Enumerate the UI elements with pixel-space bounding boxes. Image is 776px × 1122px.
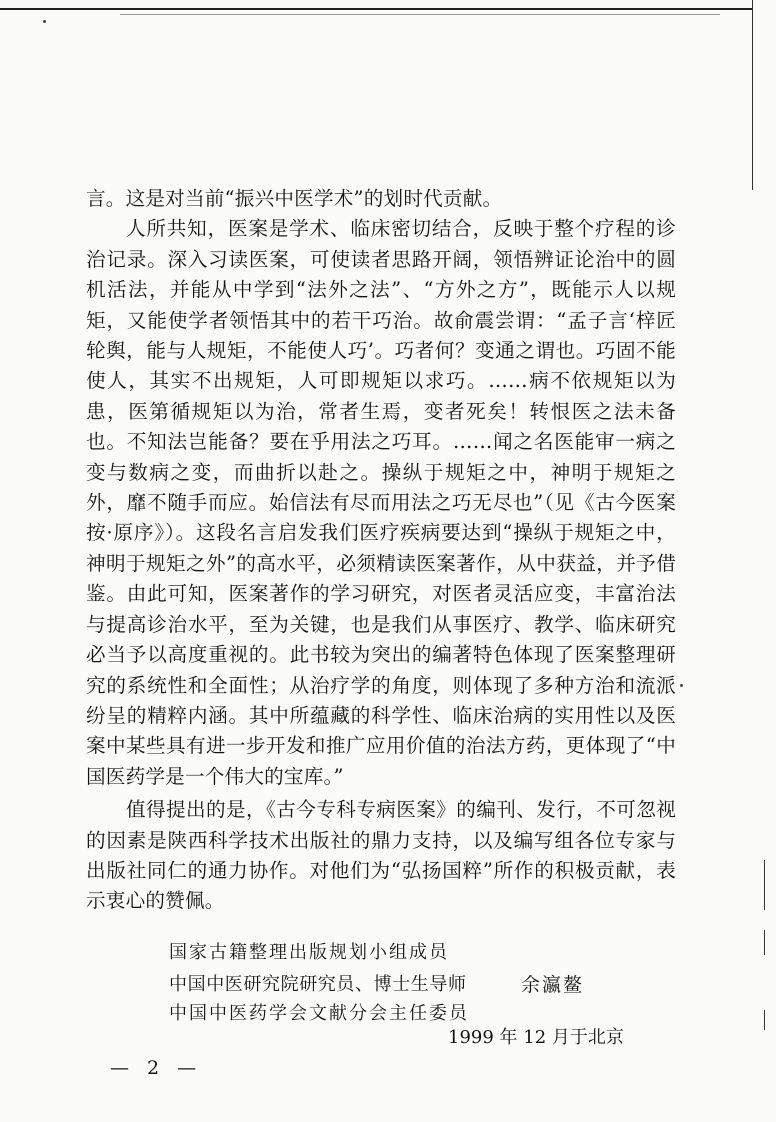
signature-title-1: 国家古籍整理出版规划小组成员 bbox=[169, 942, 449, 963]
scan-speck bbox=[680, 684, 683, 687]
paragraph-continuation: 言。这是对当前“振兴中医学术”的划时代贡献。 bbox=[86, 187, 503, 210]
signature-date: 1999 年 12 月于北京 bbox=[448, 1027, 624, 1048]
preface-body bbox=[86, 184, 676, 917]
top-border-thin-rule bbox=[120, 14, 720, 15]
scan-edge-mark bbox=[764, 860, 765, 910]
scan-speck bbox=[43, 20, 46, 23]
page-number: — 2 — bbox=[110, 1057, 203, 1079]
paragraph-medical-cases: 人所共知，医案是学术、临床密切结合，反映于整个疗程的诊治记录。深入习读医案，可使读者思路开阔，领悟辨证论治中的圆机活法，并能从中学到“法外之法”、“方外之方”，既能示人以规矩，又能使学者领悟其中的若干巧治。故俞震尝谓：“孟子言‘梓匠轮舆，能与人规矩，不能使人巧’。巧者何？变通之谓也。巧固不能使人，其实不出规矩，人可即规矩以求巧。……病不依规矩以为患，医第循规矩以为治，常者生焉，变者死矣！转恨医之法未备也。不知法岂能备？要在乎用法之巧耳。……闻之名医能审一病之变与数病之变，而曲折以赴之。操纵于规矩之中，神明于规矩之外，靡不随手而应。始信法有尽而用法之巧无尽也”（见《古今医案按·原序》）。这段名言启发我们医疗疾病要达到“操纵于规矩之中，神明于规矩之外”的高水平，必须精读医案著作，从中获益，并予借鉴。由此可知，医案著作的学习研究，对医者灵活应变，丰富治法与提高诊治水平，至为关键，也是我们从事医疗、教学、临床研究必当予以高度重视的。此书较为突出的编著特色体现了医案整理研究的系统性和全面性；从治疗学的角度，则体现了多种方治和流派纷呈的精粹内涵。其中所蕴藏的科学性、临床治病的实用性以及医案中某些具有进一步开发和推广应用价值的治法方药，更体现了“中国医药学是一个伟大的宝库。” bbox=[86, 217, 676, 788]
scan-edge-mark bbox=[764, 1010, 765, 1030]
author-name: 余瀛鳌 bbox=[521, 974, 585, 996]
paragraph-acknowledgement: 值得提出的是，《古今专科专病医案》的编刊、发行，不可忽视的因素是陕西科学技术出版社的鼎力支持，以及编写组各位专家与出版社同仁的通力协作。对他们为“弘扬国粹”所作的积极贡献，表示衷心的赞佩。 bbox=[86, 798, 676, 913]
signature-title-3: 中国中医药学会文献分会主任委员 bbox=[169, 1003, 469, 1024]
scan-edge-mark bbox=[764, 930, 765, 955]
scan-edge-mark bbox=[752, 0, 753, 190]
signature-title-2: 中国中医研究院研究员、博士生导师 bbox=[169, 974, 467, 995]
top-border-rule bbox=[0, 8, 752, 10]
